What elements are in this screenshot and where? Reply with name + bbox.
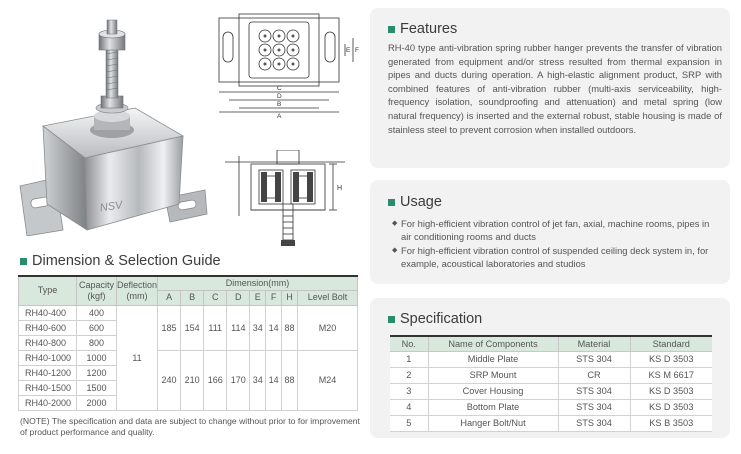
capacity-cell: 800 [77, 335, 117, 350]
table-cell: 1 [390, 351, 428, 367]
dim-cell-e: 34 [250, 350, 266, 410]
dim-label-a: A [277, 113, 282, 120]
column-header-dimension: Dimension(mm) [158, 276, 358, 290]
table-cell: Middle Plate [428, 351, 558, 367]
table-cell: 5 [390, 415, 428, 431]
deflection-unit: (mm) [126, 290, 148, 301]
table-row [390, 399, 712, 415]
usage-list [392, 218, 722, 272]
column-header: Standard [630, 336, 712, 351]
table-cell: KS M 6617 [630, 367, 712, 383]
table-cell: STS 304 [558, 383, 630, 399]
table-cell: 2 [390, 367, 428, 383]
table-cell: KS D 3503 [630, 351, 712, 367]
dim-cell-e: 34 [250, 305, 266, 350]
dim-cell-c: 111 [204, 305, 227, 350]
photo-brand-mark: NSV [99, 199, 124, 215]
level-bolt-cell: M24 [298, 350, 358, 410]
capacity-unit: (kgf) [87, 290, 106, 301]
capacity-label: Capacity [78, 279, 114, 290]
dim-cell-f: 14 [266, 305, 282, 350]
specification-title: Specification [400, 311, 483, 327]
dim-cell-h: 88 [282, 350, 298, 410]
dim-cell-c: 166 [204, 350, 227, 410]
dim-label-e: E [346, 47, 351, 54]
table-cell: 3 [390, 383, 428, 399]
section-square-icon [388, 26, 395, 33]
dim-cell-a: 185 [158, 305, 181, 350]
capacity-cell: 1200 [77, 365, 117, 380]
table-row [19, 305, 358, 320]
section-square-icon [388, 199, 395, 206]
product-photo [15, 8, 215, 236]
dimension-guide-heading [20, 253, 221, 269]
table-row [19, 350, 358, 365]
dimension-guide-title: Dimension & Selection Guide [32, 253, 221, 269]
usage-title: Usage [400, 194, 442, 210]
table-cell: KS D 3503 [630, 399, 712, 415]
column-header: E [250, 290, 266, 305]
column-header: Material [558, 336, 630, 351]
table-cell: KS D 3503 [630, 383, 712, 399]
features-title: Features [400, 21, 458, 37]
type-cell: RH40-1200 [19, 365, 77, 380]
usage-panel [370, 180, 730, 284]
column-header: C [204, 290, 227, 305]
dimension-selection-table [18, 275, 358, 411]
features-panel [370, 8, 730, 168]
table-cell: KS B 3503 [630, 415, 712, 431]
specification-panel [370, 298, 730, 438]
dim-cell-h: 88 [282, 305, 298, 350]
table-cell: STS 304 [558, 415, 630, 431]
table-cell: SRP Mount [428, 367, 558, 383]
list-item: ◆ For high-efficient vibration control of jet fan, axial, machine rooms, pipes in air conditioning rooms and ducts [392, 218, 722, 243]
dim-label-f: F [355, 47, 359, 54]
dim-label-d: D [277, 93, 282, 100]
table-cell: Cover Housing [428, 383, 558, 399]
table-cell: STS 304 [558, 399, 630, 415]
table-header-row [390, 336, 712, 351]
section-square-icon [20, 258, 27, 265]
capacity-cell: 1000 [77, 350, 117, 365]
deflection-cell: 11 [117, 305, 158, 410]
table-cell: CR [558, 367, 630, 383]
specification-heading [388, 311, 482, 327]
table-cell: 4 [390, 399, 428, 415]
table-row [390, 351, 712, 367]
section-square-icon [388, 316, 395, 323]
capacity-cell: 2000 [77, 395, 117, 410]
side-view-drawing [225, 150, 365, 255]
column-header: H [282, 290, 298, 305]
column-header: F [266, 290, 282, 305]
dim-label-c: C [277, 85, 282, 92]
type-cell: RH40-1500 [19, 380, 77, 395]
column-header: Name of Components [428, 336, 558, 351]
deflection-label: Deflection [117, 279, 158, 290]
column-header: No. [390, 336, 428, 351]
dimension-note: (NOTE) The specification and data are subject to change without prior to for improvement of product performance and quality. [20, 416, 360, 437]
column-header-capacity [77, 276, 117, 305]
table-row [390, 415, 712, 431]
dim-label-h: H [337, 185, 343, 192]
dim-cell-b: 210 [181, 350, 204, 410]
dim-cell-a: 240 [158, 350, 181, 410]
column-header: B [181, 290, 204, 305]
table-cell: Bottom Plate [428, 399, 558, 415]
table-cell: Hanger Bolt/Nut [428, 415, 558, 431]
column-header-level-bolt: Level Bolt [298, 290, 358, 305]
dim-cell-d: 114 [227, 305, 250, 350]
list-item: ◆ For high-efficient vibration control of suspended ceiling deck system in, for example, acoustical laboratories and studios [392, 245, 722, 270]
features-heading [388, 21, 457, 37]
dim-cell-b: 154 [181, 305, 204, 350]
dim-label-b: B [277, 101, 282, 108]
type-cell: RH40-2000 [19, 395, 77, 410]
column-header: D [227, 290, 250, 305]
column-header-type: Type [19, 276, 77, 305]
features-text: RH-40 type anti-vibration spring rubber hanger prevents the transfer of vibration generated from equipment and/or stress resulted from thermal expansion in pipes and ducts during operation. A high-elastic alignment product, SRP with combined features of anti-vibration rubber (multi-axis serviceability, high-frequency isolation, soundproofing and attenuation) and metal spring (low natural frequency) is inserted and the external robust, stable housing is made of stainless steel to prevent corrosion when installed outdoors. [388, 42, 722, 135]
level-bolt-cell: M20 [298, 305, 358, 350]
top-view-drawing [215, 8, 365, 123]
table-cell: STS 304 [558, 351, 630, 367]
type-cell: RH40-400 [19, 305, 77, 320]
type-cell: RH40-600 [19, 320, 77, 335]
usage-heading [388, 194, 442, 210]
type-cell: RH40-1000 [19, 350, 77, 365]
type-cell: RH40-800 [19, 335, 77, 350]
column-header: A [158, 290, 181, 305]
table-row [390, 367, 712, 383]
capacity-cell: 1500 [77, 380, 117, 395]
column-header-deflection [117, 276, 158, 305]
specification-table [390, 335, 712, 432]
capacity-cell: 600 [77, 320, 117, 335]
capacity-cell: 400 [77, 305, 117, 320]
table-header-row [19, 276, 358, 290]
dim-cell-f: 14 [266, 350, 282, 410]
table-row [390, 383, 712, 399]
dim-cell-d: 170 [227, 350, 250, 410]
